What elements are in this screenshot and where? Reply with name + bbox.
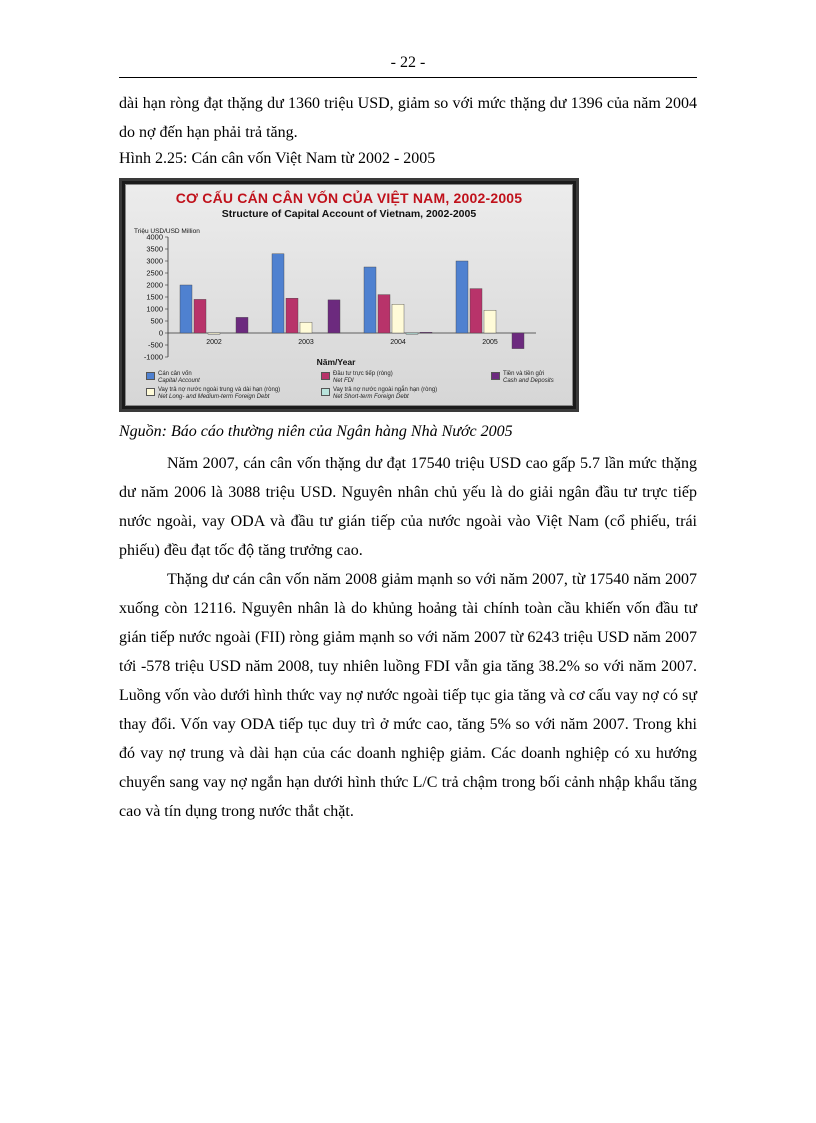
y-tick-label: 3500 — [146, 244, 163, 254]
y-tick-label: 500 — [150, 316, 163, 326]
y-tick-label: 1000 — [146, 304, 163, 314]
y-tick-label: 4000 — [146, 232, 163, 242]
legend-swatch — [146, 372, 155, 380]
figure-caption: Hình 2.25: Cán cân vốn Việt Nam từ 2002 - 2005 — [119, 150, 436, 167]
y-tick-label: -500 — [147, 340, 163, 350]
y-tick-label: 2500 — [146, 268, 163, 278]
bar — [286, 298, 298, 333]
bar — [378, 295, 390, 333]
chart-figure — [119, 178, 579, 412]
chart-title: CƠ CẤU CÁN CÂN VỐN CỦA VIỆT NAM, 2002-2005 — [175, 190, 523, 206]
bar — [484, 310, 496, 333]
legend-label: Vay trả nợ nước ngoài ngắn hạn (ròng) — [333, 387, 438, 393]
legend-swatch — [146, 388, 155, 396]
bar — [180, 285, 192, 333]
paragraph: Năm 2007, cán cân vốn thặng dư đạt 17540 triệu USD cao gấp 5.7 lần mức thặng dư năm 2006 là 3088 triệu USD. Nguyên nhân chủ yếu là do giải ngân đầu tư trực tiếp nước ngoài, vay ODA và đầu tư gián tiếp của nước ngoài vào Việt Nam (cổ phiếu, trái phiếu) đều đạt tốc độ tăng trưởng cao. — [119, 455, 697, 559]
y-tick-label: 1500 — [146, 292, 163, 302]
y-tick-label: -1000 — [143, 352, 163, 362]
x-tick-label: 2005 — [482, 339, 498, 346]
figure-source: Nguồn: Báo cáo thường niên của Ngân hàng Nhà Nước 2005 — [119, 423, 513, 440]
bar — [208, 333, 220, 334]
legend-label-en: Net Long- and Medium-term Foreign Debt — [158, 394, 270, 400]
legend-label-en: Capital Account — [158, 378, 200, 384]
y-axis-label: Triệu USD/USD Million — [134, 228, 200, 235]
bar — [236, 317, 248, 333]
bar — [470, 289, 482, 333]
bar — [328, 300, 340, 333]
legend-label-en: Cash and Deposits — [503, 378, 554, 384]
legend-swatch — [321, 372, 330, 380]
legend-label: Cán cân vốn — [158, 371, 192, 377]
bar — [406, 333, 418, 334]
y-tick-label: 0 — [158, 328, 163, 338]
chart-subtitle: Structure of Capital Account of Vietnam, 2002-2005 — [221, 208, 477, 220]
legend-label-en: Net FDI — [333, 378, 354, 384]
header-rule — [119, 77, 697, 78]
legend-label: Tiền và tiền gửi — [503, 371, 545, 377]
legend-label-en: Net Short-term Foreign Debt — [333, 394, 409, 400]
x-axis-label: Năm/Year — [316, 357, 356, 367]
x-tick-label: 2004 — [390, 339, 406, 346]
bar — [456, 261, 468, 333]
y-tick-label: 3000 — [146, 256, 163, 266]
bar — [300, 322, 312, 333]
bar — [420, 332, 432, 333]
page-number: - 22 - — [390, 54, 426, 71]
x-tick-label: 2002 — [206, 339, 222, 346]
chart-legend — [146, 371, 566, 406]
bar — [364, 267, 376, 333]
bar — [194, 299, 206, 333]
legend-swatch — [491, 372, 500, 380]
legend-label: Đầu tư trực tiếp (ròng) — [333, 371, 393, 377]
y-tick-label: 2000 — [146, 280, 163, 290]
chart-panel — [125, 184, 573, 406]
intro-paragraph: dài hạn ròng đạt thặng dư 1360 triệu USD, giảm so với mức thặng dư 1396 của năm 2004 do nợ đến hạn phải trả tăng. — [119, 95, 697, 141]
paragraph: Thặng dư cán cân vốn năm 2008 giảm mạnh so với năm 2007, từ 17540 năm 2007 xuống còn 12116. Nguyên nhân là do khủng hoảng tài chính toàn cầu khiến vốn đầu tư gián tiếp nước ngoài (FII) ròng giảm mạnh so với năm 2007 từ 6243 triệu USD năm 2007 tới -578 triệu USD năm 2008, tuy nhiên luồng FDI vẫn gia tăng 38.2% so với năm 2007. Luồng vốn vào dưới hình thức vay nợ nước ngoài tiếp tục gia tăng và cơ cấu vay nợ có sự thay đổi. Vốn vay ODA tiếp tục duy trì ở mức cao, tăng 5% so với năm 2007. Trong khi đó vay nợ trung và dài hạn của các doanh nghiệp giảm. Các doanh nghiệp có xu hướng chuyển sang vay nợ ngắn hạn dưới hình thức L/C trả chậm trong bối cảnh nhập khẩu tăng cao và tín dụng trong nước thắt chặt. — [119, 571, 697, 820]
bar — [392, 304, 404, 333]
legend-label: Vay trả nợ nước ngoài trung và dài hạn (ròng) — [158, 387, 281, 393]
bar — [512, 333, 524, 349]
legend-swatch — [321, 388, 330, 396]
x-tick-label: 2003 — [298, 339, 314, 346]
bar — [272, 254, 284, 333]
